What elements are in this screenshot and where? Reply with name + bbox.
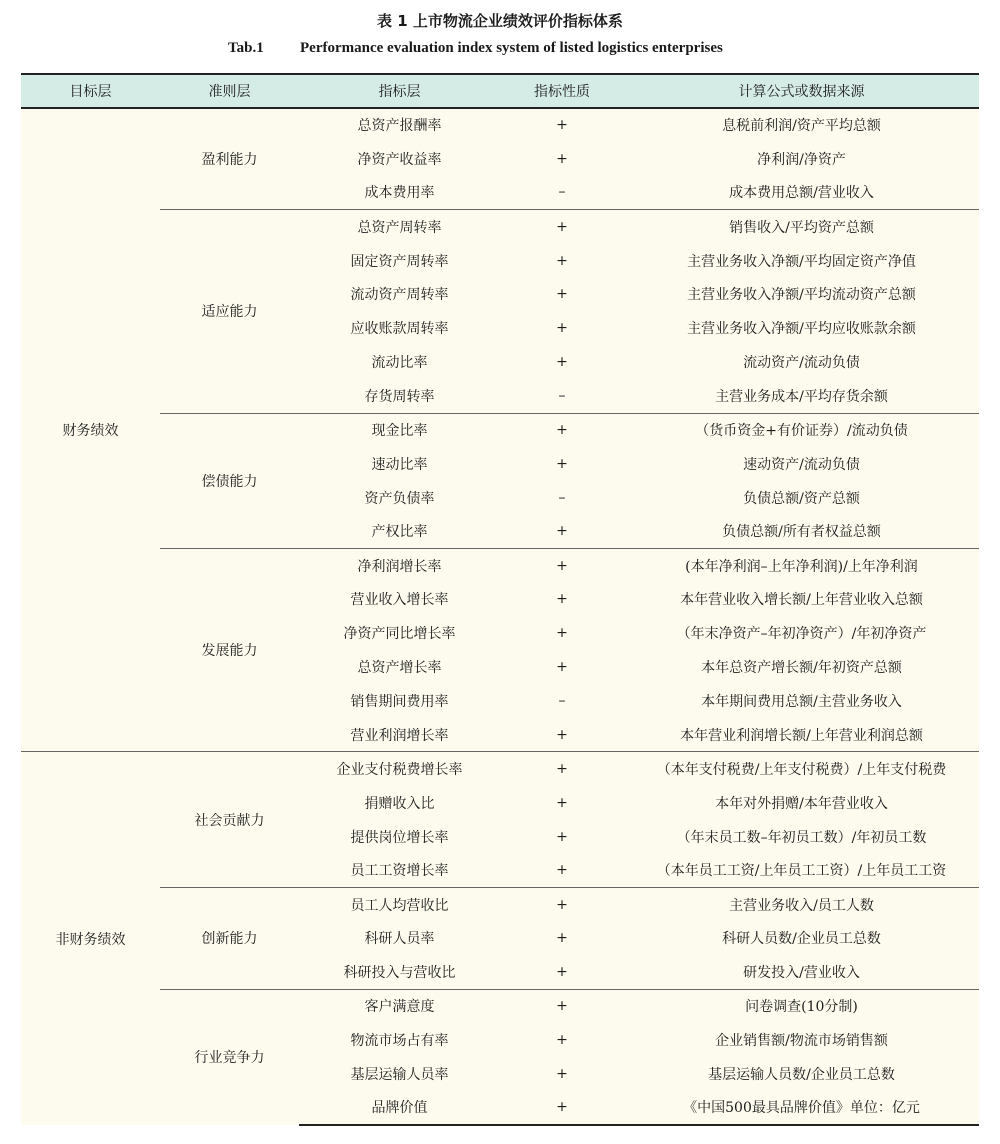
formula-cell: 负债总额/资产总额 [743,490,860,507]
indicator-cell: 应收账款周转率 [350,321,449,338]
formula-cell: 负债总额/所有者权益总额 [722,524,881,541]
table-row [21,989,979,1023]
indicator-cell: 总资产周转率 [299,210,500,244]
indicator-nature-cell: + [556,828,568,845]
formula-cell: 成本费用总额/营业收入 [729,185,874,202]
indicator-cell: 客户满意度 [299,989,500,1023]
indicator-cell: 净利润增长率 [299,549,500,583]
table-row [21,108,979,142]
table-number: Tab.1 [228,40,264,56]
indicator-cell: 品牌价值 [299,1091,500,1125]
indicator-cell: 净资产收益率 [357,151,442,168]
formula-cell: 企业销售额/物流市场销售额 [715,1032,888,1049]
formula-cell: 流动资产/流动负债 [743,355,860,372]
indicator-nature-cell: – [558,489,566,506]
indicator-nature-cell: + [500,210,624,244]
formula-cell: 本年总资产增长额/年初资产总额 [701,660,902,677]
indicator-nature-cell: – [558,184,566,201]
formula-cell: 科研人员数/企业员工总数 [722,931,881,948]
formula-cell: 基层运输人员数/企业员工总数 [708,1066,895,1083]
indicator-nature-cell: + [500,752,624,786]
formula-cell: 主营业务成本/平均存货余额 [715,388,888,405]
target-layer-cell: 非财务绩效 [21,752,160,1125]
indicator-cell: 总资产增长率 [357,660,442,677]
indicator-cell: 营业利润增长率 [350,727,449,744]
table-body [21,108,979,1125]
indicator-nature-cell: + [556,659,568,676]
index-system-table [21,73,979,1126]
indicator-nature-cell: + [556,354,568,371]
indicator-nature-cell: + [500,989,624,1023]
criterion-layer-cell: 社会贡献力 [160,752,299,888]
criterion-layer-cell: 发展能力 [160,549,299,752]
formula-cell: 本年营业利润增长额/上年营业利润总额 [680,727,923,744]
indicator-nature-cell: + [556,591,568,608]
indicator-cell: 成本费用率 [364,185,435,202]
indicator-nature-cell: + [556,963,568,980]
indicator-nature-cell: + [500,413,624,447]
indicator-cell: 捐赠收入比 [364,795,435,812]
indicator-nature-cell: + [556,150,568,167]
indicator-nature-cell: + [556,523,568,540]
header-indicator-layer: 指标层 [299,74,500,108]
indicator-nature-cell: + [556,862,568,879]
criterion-layer-cell: 盈利能力 [201,152,258,169]
table-row [21,210,979,244]
indicator-nature-cell: + [556,286,568,303]
formula-cell: 主营业务收入/员工人数 [624,887,979,921]
formula-cell: （本年员工工资/上年员工工资）/上年员工工资 [656,863,947,880]
formula-cell: （年末员工数–年初员工数）/年初员工数 [676,829,927,846]
indicator-nature-cell: + [500,1091,624,1125]
indicator-nature-cell: + [556,1065,568,1082]
indicator-nature-cell: – [558,387,566,404]
indicator-cell: 总资产报酬率 [357,118,442,135]
indicator-cell: 物流市场占有率 [350,1032,449,1049]
indicator-nature-cell: + [500,549,624,583]
table-row [21,887,979,921]
indicator-cell: 存货周转率 [364,388,435,405]
formula-cell: 本年营业收入增长额/上年营业收入总额 [680,592,923,609]
indicator-nature-cell: + [556,625,568,642]
criterion-layer-cell: 偿债能力 [160,413,299,549]
header-indicator-nature: 指标性质 [500,74,624,108]
table-row [21,413,979,447]
header-criterion-layer: 准则层 [160,74,299,108]
formula-cell: 净利润/净资产 [757,151,846,168]
formula-cell: 速动资产/流动负债 [743,456,860,473]
table-row [21,752,979,786]
formula-cell: 主营业务收入净额/平均流动资产总额 [687,287,916,304]
indicator-cell: 企业支付税费增长率 [299,752,500,786]
header-target-layer: 目标层 [21,74,160,108]
formula-cell: 息税前利润/资产平均总额 [722,118,881,135]
criterion-layer-cell: 行业竞争力 [160,989,299,1125]
table-row [21,549,979,583]
indicator-cell: 流动比率 [371,355,428,372]
indicator-cell: 科研投入与营收比 [343,964,456,981]
criterion-layer-cell: 适应能力 [160,210,299,413]
formula-cell: 本年期间费用总额/主营业务收入 [701,694,902,711]
indicator-cell: 员工人均营收比 [299,887,500,921]
indicator-cell: 产权比率 [371,524,428,541]
target-layer-cell: 财务绩效 [62,423,119,440]
indicator-cell: 提供岗位增长率 [350,829,449,846]
indicator-nature-cell: + [500,887,624,921]
table-header-row [21,74,979,108]
indicator-cell: 固定资产周转率 [350,253,449,270]
formula-cell: （本年支付税费/上年支付税费）/上年支付税费 [624,752,979,786]
indicator-nature-cell: + [556,455,568,472]
indicator-nature-cell: + [556,726,568,743]
indicator-cell: 基层运输人员率 [350,1066,449,1083]
indicator-cell: 营业收入增长率 [350,592,449,609]
formula-cell: 销售收入/平均资产总额 [624,210,979,244]
formula-cell: 问卷调查(10分制) [624,989,979,1023]
indicator-cell: 销售期间费用率 [350,694,449,711]
formula-cell: 《中国500最具品牌价值》单位：亿元 [624,1091,979,1125]
indicator-cell: 速动比率 [371,456,428,473]
indicator-nature-cell: + [556,1031,568,1048]
formula-cell: 主营业务收入净额/平均应收账款余额 [687,321,916,338]
indicator-cell: 净资产同比增长率 [343,626,456,643]
criterion-layer-cell: 创新能力 [160,887,299,989]
indicator-cell: 科研人员率 [364,931,435,948]
table-caption-cn: 表 1 上市物流企业绩效评价指标体系 [377,12,623,30]
indicator-nature-cell: – [558,693,566,710]
indicator-nature-cell: + [556,252,568,269]
indicator-nature-cell: + [556,117,568,134]
indicator-cell: 员工工资增长率 [350,863,449,880]
indicator-cell: 现金比率 [299,413,500,447]
formula-cell: （年末净资产–年初净资产）/年初净资产 [676,626,927,643]
table-title-en: Performance evaluation index system of listed logistics enterprises [300,40,723,56]
indicator-nature-cell: + [556,320,568,337]
formula-cell: （货币资金+有价证券）/流动负债 [624,413,979,447]
indicator-cell: 流动资产周转率 [350,287,449,304]
formula-cell: (本年净利润–上年净利润)/上年净利润 [624,549,979,583]
indicator-nature-cell: + [556,930,568,947]
formula-cell: 本年对外捐赠/本年营业收入 [715,795,888,812]
indicator-nature-cell: + [556,794,568,811]
formula-cell: 研发投入/营业收入 [743,964,860,981]
indicator-cell: 资产负债率 [364,490,435,507]
formula-cell: 主营业务收入净额/平均固定资产净值 [687,253,916,270]
header-formula-source: 计算公式或数据来源 [624,74,979,108]
